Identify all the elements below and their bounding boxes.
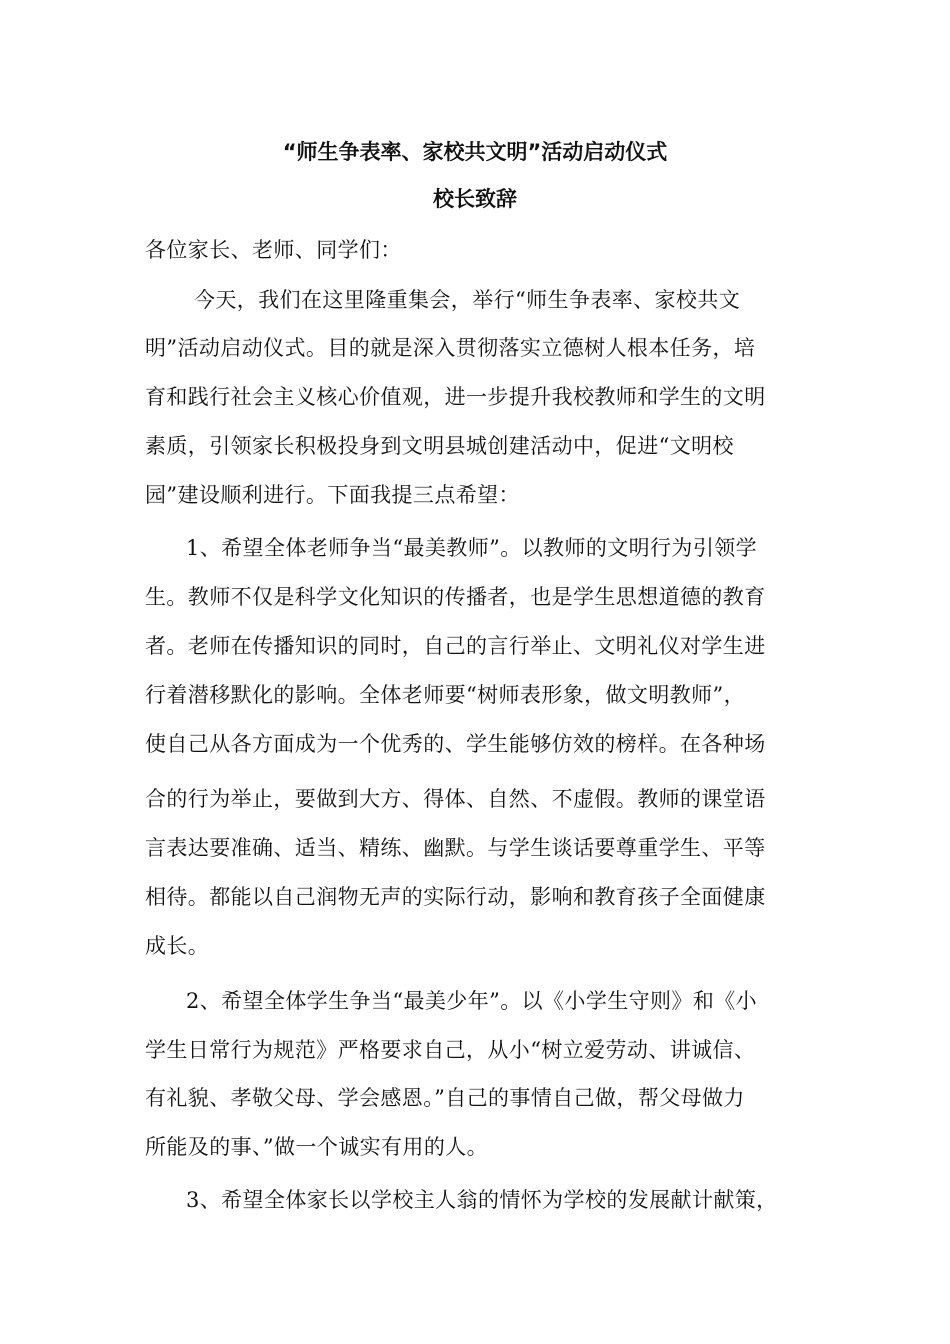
paragraph-line: 者。老师在传播知识的同时，自己的言行举止、文明礼仪对学生进 [145, 634, 766, 658]
paragraph-line: 相待。都能以自己润物无声的实际行动，影响和教育孩子全面健康 [145, 885, 766, 909]
paragraph-line: 育和践行社会主义核心价值观，进一步提升我校教师和学生的文明 [145, 385, 766, 409]
paragraph-line: 生。教师不仅是科学文化知识的传播者，也是学生思想道德的教育 [145, 585, 766, 609]
paragraph-line: 1、希望全体老师争当“最美教师”。以教师的文明行为引领学 [186, 536, 758, 560]
paragraph-line: 使自己从各方面成为一个优秀的、学生能够仿效的榜样。在各种场 [145, 732, 766, 756]
paragraph-line: 有礼貌、孝敬父母、学会感恩。”自己的事情自己做，帮父母做力 [145, 1086, 745, 1110]
paragraph-line: 素质，引领家长积极投身到文明县城创建活动中，促进“文明校 [145, 434, 734, 458]
salutation: 各位家长、老师、同学们： [145, 238, 402, 262]
paragraph-line: 3、希望全体家长以学校主人翁的情怀为学校的发展献计献策， [186, 1188, 778, 1212]
paragraph-line: 成长。 [145, 934, 210, 958]
document-subtitle: 校长致辞 [433, 187, 517, 211]
paragraph-line: 学生日常行为规范》严格要求自己，从小“树立爱劳动、讲诚信、 [145, 1038, 756, 1062]
paragraph-line: 2、希望全体学生争当“最美少年”。以《小学生守则》和《小 [186, 989, 758, 1013]
paragraph-line: 园”建设顺利进行。下面我提三点希望： [145, 483, 520, 507]
paragraph-line: 行着潜移默化的影响。全体老师要“树师表形象，做文明教师”， [145, 683, 746, 707]
paragraph-line: 言表达要准确、适当、精练、幽默。与学生谈话要尊重学生、平等 [145, 836, 766, 860]
paragraph-line: 明”活动启动仪式。目的就是深入贯彻落实立德树人根本任务，培 [145, 336, 756, 360]
paragraph-line: 今天，我们在这里隆重集会，举行“师生争表率、家校共文 [194, 288, 741, 312]
paragraph-line: 合的行为举止，要做到大方、得体、自然、不虚假。教师的课堂语 [145, 787, 766, 811]
document-title: “师生争表率、家校共文明”活动启动仪式 [282, 140, 668, 164]
paragraph-line: 所能及的事、”做一个诚实有用的人。 [145, 1135, 489, 1159]
